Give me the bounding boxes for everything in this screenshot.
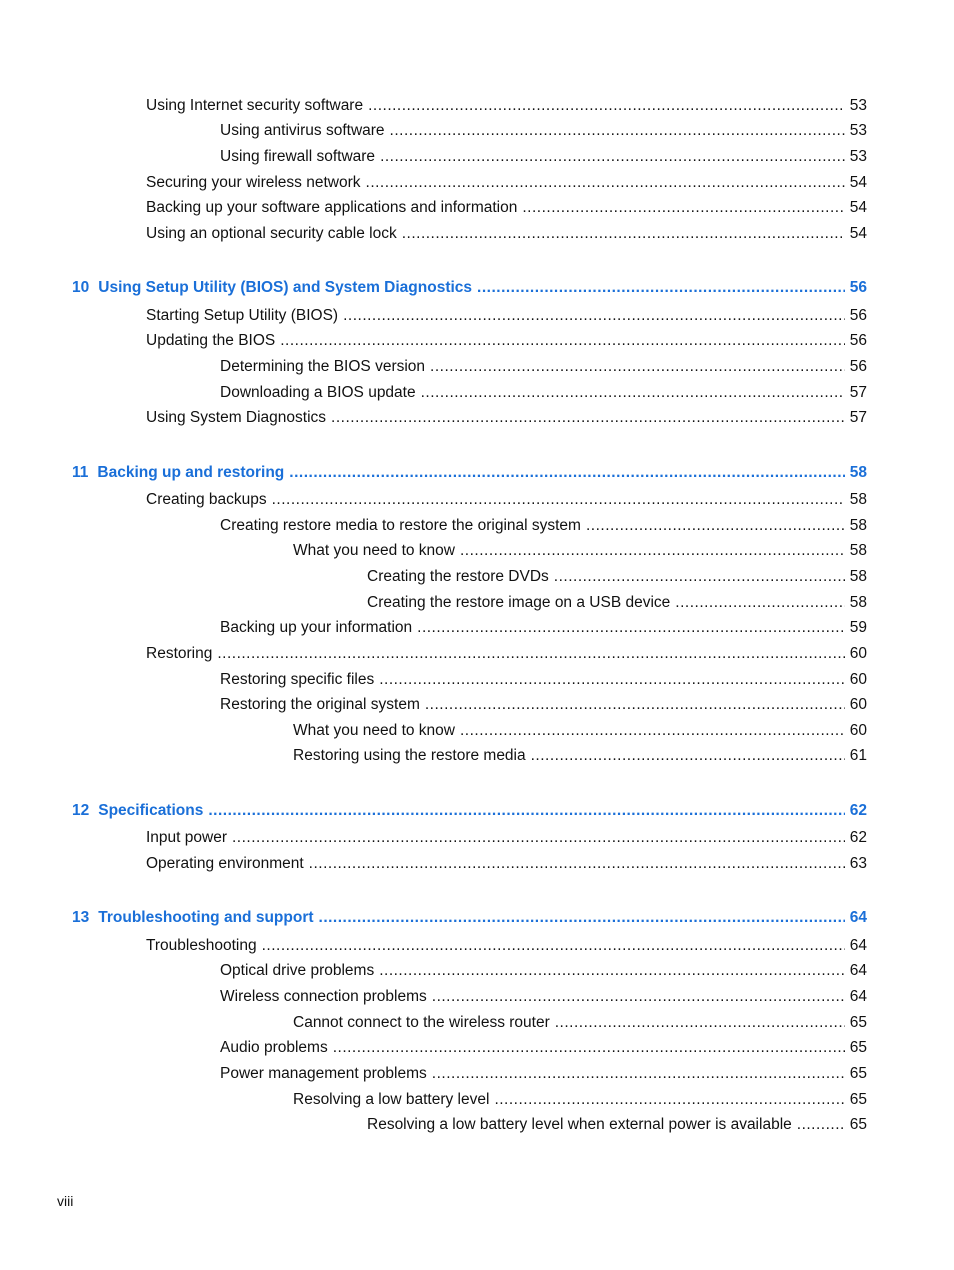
toc-entry-title: Power management problems xyxy=(220,1065,427,1082)
toc-entry-title: Backing up your software applications and information xyxy=(146,199,518,216)
toc-page-number: 57 xyxy=(849,409,867,426)
toc-entry-title: What you need to know xyxy=(293,722,455,739)
toc-page-number: 65 xyxy=(849,1039,867,1056)
dot-leader xyxy=(430,357,845,377)
toc-entry[interactable] xyxy=(367,1115,867,1135)
toc-page-number: 65 xyxy=(849,1014,867,1031)
toc-entry[interactable] xyxy=(146,306,867,326)
dot-leader xyxy=(797,1115,845,1135)
toc-page-number: 60 xyxy=(849,645,867,662)
dot-leader xyxy=(522,198,844,218)
dot-leader xyxy=(280,331,845,351)
toc-entry[interactable] xyxy=(367,593,867,613)
toc-entry[interactable] xyxy=(293,721,867,741)
toc-entry[interactable] xyxy=(220,961,867,981)
toc-page-number: 53 xyxy=(849,122,867,139)
chapter-title: Backing up and restoring xyxy=(97,464,285,481)
toc-page-number: 56 xyxy=(849,358,867,375)
toc-page-number: 60 xyxy=(849,671,867,688)
toc-page-number: 59 xyxy=(849,619,867,636)
toc-page-number: 61 xyxy=(849,747,867,764)
toc-entry-title: Downloading a BIOS update xyxy=(220,384,416,401)
dot-leader xyxy=(432,1064,845,1084)
toc-page-number: 53 xyxy=(849,148,867,165)
toc-page-number: 58 xyxy=(849,517,867,534)
toc-entry[interactable] xyxy=(220,1064,867,1084)
dot-leader xyxy=(289,463,844,483)
toc-page-number: 58 xyxy=(849,491,867,508)
dot-leader xyxy=(531,746,845,766)
dot-leader xyxy=(380,147,845,167)
toc-page-number: 58 xyxy=(849,594,867,611)
toc-entry-title xyxy=(72,463,284,483)
toc-entry[interactable] xyxy=(146,331,867,351)
toc-page-number: 64 xyxy=(849,909,867,926)
toc-entry-title: Resolving a low battery level xyxy=(293,1091,490,1108)
toc-entry[interactable] xyxy=(146,96,867,116)
toc-entry-title: Troubleshooting xyxy=(146,937,257,954)
dot-leader xyxy=(333,1038,845,1058)
dot-leader xyxy=(232,828,845,848)
toc-entry-title: Determining the BIOS version xyxy=(220,358,426,375)
toc-entry[interactable] xyxy=(220,147,867,167)
toc-entry[interactable] xyxy=(293,541,867,561)
toc-entry[interactable] xyxy=(293,746,867,766)
toc-entry-title: Creating backups xyxy=(146,491,267,508)
dot-leader xyxy=(331,408,845,428)
toc-entry[interactable] xyxy=(146,198,867,218)
dot-leader xyxy=(208,801,844,821)
toc-entry[interactable] xyxy=(220,618,867,638)
toc-page-number: 60 xyxy=(849,696,867,713)
toc-page-number: 56 xyxy=(849,307,867,324)
toc-entry[interactable] xyxy=(146,828,867,848)
toc-entry-title: Input power xyxy=(146,829,227,846)
chapter-number: 12 xyxy=(72,802,90,819)
toc-chapter-entry[interactable] xyxy=(72,801,867,821)
chapter-title: Troubleshooting and support xyxy=(98,909,314,926)
toc-page-number: 65 xyxy=(849,1116,867,1133)
toc-entry-title: Restoring the original system xyxy=(220,696,420,713)
toc-entry-title: Restoring using the restore media xyxy=(293,747,526,764)
toc-entry[interactable] xyxy=(146,490,867,510)
dot-leader xyxy=(425,695,845,715)
toc-entry[interactable] xyxy=(220,987,867,1007)
toc-entry-title: Updating the BIOS xyxy=(146,332,276,349)
toc-page-number: 58 xyxy=(849,542,867,559)
toc-entry-title: Cannot connect to the wireless router xyxy=(293,1014,550,1031)
toc-entry-title: Using an optional security cable lock xyxy=(146,225,397,242)
chapter-title: Using Setup Utility (BIOS) and System Diagnostics xyxy=(98,279,473,296)
toc-entry-title: Resolving a low battery level when external power is available xyxy=(367,1116,792,1133)
toc-entry-title: Operating environment xyxy=(146,855,304,872)
chapter-number: 10 xyxy=(72,279,90,296)
dot-leader xyxy=(366,173,845,193)
dot-leader xyxy=(586,516,845,536)
toc-entry-title: What you need to know xyxy=(293,542,455,559)
dot-leader xyxy=(555,1013,845,1033)
dot-leader xyxy=(390,121,845,141)
toc-entry[interactable] xyxy=(146,854,867,874)
chapter-number: 13 xyxy=(72,909,90,926)
toc-entry[interactable] xyxy=(220,516,867,536)
toc-entry-title: Backing up your information xyxy=(220,619,413,636)
toc-chapter-entry[interactable] xyxy=(72,278,867,298)
toc-page-number: 62 xyxy=(849,802,867,819)
dot-leader xyxy=(368,96,845,116)
toc-entry[interactable] xyxy=(220,1038,867,1058)
toc-entry-title xyxy=(72,908,314,928)
toc-chapter-entry[interactable] xyxy=(72,908,867,928)
toc-page-number: 56 xyxy=(849,332,867,349)
dot-leader xyxy=(554,567,845,587)
toc-entry-title xyxy=(72,278,472,298)
dot-leader xyxy=(402,224,845,244)
toc-page-number: 63 xyxy=(849,855,867,872)
toc-entry[interactable] xyxy=(146,408,867,428)
dot-leader xyxy=(272,490,845,510)
toc-entry[interactable] xyxy=(146,173,867,193)
chapter-title: Specifications xyxy=(98,802,204,819)
toc-entry[interactable] xyxy=(220,695,867,715)
toc-page-number: 64 xyxy=(849,988,867,1005)
toc-entry-title: Restoring specific files xyxy=(220,671,375,688)
dot-leader xyxy=(432,987,845,1007)
dot-leader xyxy=(421,383,845,403)
toc-entry[interactable] xyxy=(220,383,867,403)
toc-entry-title: Using firewall software xyxy=(220,148,376,165)
toc-entry-title: Using Internet security software xyxy=(146,97,364,114)
toc-entry[interactable] xyxy=(146,224,867,244)
dot-leader xyxy=(460,721,845,741)
toc-page-number: 64 xyxy=(849,937,867,954)
toc-entry-title: Restoring xyxy=(146,645,213,662)
toc-entry[interactable] xyxy=(220,121,867,141)
toc-entry[interactable] xyxy=(293,1013,867,1033)
toc-page-number: 62 xyxy=(849,829,867,846)
toc-page-number: 56 xyxy=(849,279,867,296)
toc-page-number: 53 xyxy=(849,97,867,114)
dot-leader xyxy=(217,644,844,664)
dot-leader xyxy=(343,306,845,326)
page-number: viii xyxy=(57,1193,74,1209)
dot-leader xyxy=(309,854,845,874)
toc-entry-title: Using System Diagnostics xyxy=(146,409,327,426)
toc-entry[interactable] xyxy=(146,936,867,956)
toc-entry-title: Using antivirus software xyxy=(220,122,385,139)
toc-page-number: 54 xyxy=(849,225,867,242)
dot-leader xyxy=(460,541,845,561)
toc-entry-title: Securing your wireless network xyxy=(146,174,361,191)
toc-page-number: 64 xyxy=(849,962,867,979)
toc-entry[interactable] xyxy=(220,670,867,690)
dot-leader xyxy=(494,1090,844,1110)
toc-chapter-entry[interactable] xyxy=(72,463,867,483)
dot-leader xyxy=(417,618,845,638)
toc-entry-title: Wireless connection problems xyxy=(220,988,427,1005)
toc-entry[interactable] xyxy=(220,357,867,377)
toc-page-number: 60 xyxy=(849,722,867,739)
toc-entry-title: Creating restore media to restore the original system xyxy=(220,517,581,534)
toc-entry[interactable] xyxy=(367,567,867,587)
dot-leader xyxy=(319,908,845,928)
toc-page-number: 65 xyxy=(849,1065,867,1082)
toc-entry-title: Starting Setup Utility (BIOS) xyxy=(146,307,339,324)
dot-leader xyxy=(477,278,845,298)
dot-leader xyxy=(675,593,844,613)
toc-page-number: 58 xyxy=(849,464,867,481)
toc-entry-title xyxy=(72,801,203,821)
toc-page-number: 54 xyxy=(849,174,867,191)
toc-page-number: 57 xyxy=(849,384,867,401)
dot-leader xyxy=(379,670,845,690)
dot-leader xyxy=(379,961,845,981)
toc-entry-title: Creating the restore image on a USB device xyxy=(367,594,671,611)
toc-entry-title: Audio problems xyxy=(220,1039,328,1056)
toc-entry-title: Creating the restore DVDs xyxy=(367,568,549,585)
toc-page-number: 54 xyxy=(849,199,867,216)
dot-leader xyxy=(262,936,845,956)
toc-page-number: 65 xyxy=(849,1091,867,1108)
chapter-number: 11 xyxy=(72,464,89,481)
toc-entry-title: Optical drive problems xyxy=(220,962,375,979)
toc-entry[interactable] xyxy=(293,1090,867,1110)
toc-entry[interactable] xyxy=(146,644,867,664)
toc-page-number: 58 xyxy=(849,568,867,585)
